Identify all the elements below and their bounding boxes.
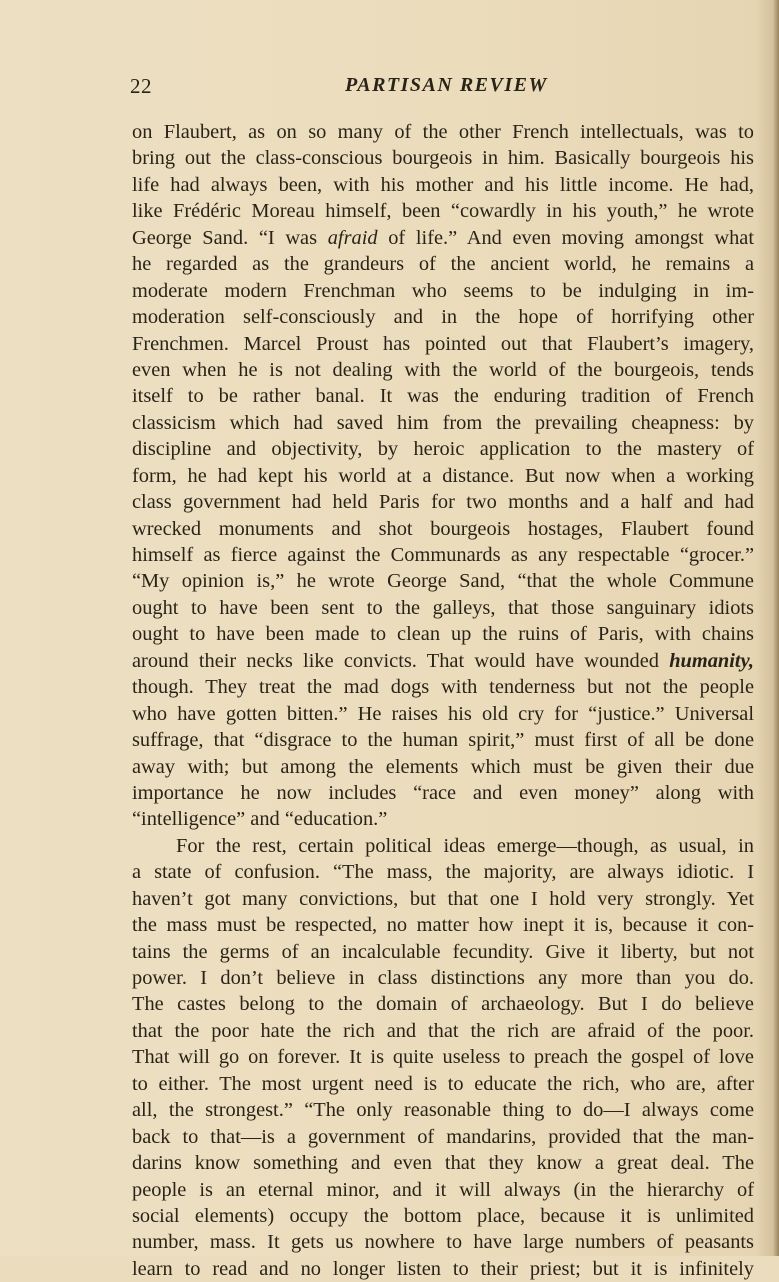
line-text: wrecked monuments and shot bourgeois hostages, Flaubert found bbox=[132, 517, 754, 540]
line-text: ought to have been made to clean up the ruins of Paris, with chains bbox=[132, 623, 754, 646]
text-line bbox=[132, 1229, 754, 1255]
text-line bbox=[132, 198, 754, 224]
line-text: moderate modern Frenchman who seems to be indulging in im- bbox=[132, 279, 754, 302]
line-text: That will go on forever. It is quite useless to preach the gospel of love bbox=[132, 1046, 754, 1069]
italic-word: afraid bbox=[327, 226, 378, 249]
text-line bbox=[132, 1018, 754, 1044]
text-line bbox=[132, 991, 754, 1017]
text-line bbox=[132, 806, 754, 832]
line-text: itself to be rather banal. It was the enduring tradition of French bbox=[132, 385, 754, 408]
page-number: 22 bbox=[130, 74, 152, 98]
line-text: social elements) occupy the bottom place, because it is unlimited bbox=[132, 1204, 754, 1227]
body-text bbox=[132, 119, 754, 1282]
text-line bbox=[132, 621, 754, 647]
line-text: ought to have been sent to the galleys, that those sanguinary idiots bbox=[132, 596, 754, 619]
text-line bbox=[132, 595, 754, 621]
text-line bbox=[132, 463, 754, 489]
text-line bbox=[132, 939, 754, 965]
text-line bbox=[132, 410, 754, 436]
line-text: like Frédéric Moreau himself, been “cowardly in his youth,” he wrote bbox=[132, 200, 754, 223]
line-text: moderation self-consciously and in the hope of horrifying other bbox=[132, 306, 754, 329]
line-text-before: around their necks like convicts. That would have wounded bbox=[132, 649, 670, 672]
line-text: The castes belong to the domain of archaeology. But I do believe bbox=[132, 993, 754, 1016]
text-line bbox=[132, 701, 754, 727]
text-line bbox=[132, 251, 754, 277]
line-text: back to that—is a government of mandarins, provided that the man- bbox=[132, 1125, 754, 1148]
line-text: “intelligence” and “education.” bbox=[132, 808, 388, 831]
line-text: form, he had kept his world at a distance. But now when a working bbox=[132, 464, 754, 487]
text-line bbox=[132, 674, 754, 700]
line-text: darins know something and even that they know a great deal. The bbox=[132, 1152, 754, 1175]
line-text: though. They treat the mad dogs with tenderness but not the people bbox=[132, 676, 754, 699]
text-line bbox=[132, 965, 754, 991]
line-text: the mass must be respected, no matter how inept it is, because it con- bbox=[132, 914, 754, 937]
line-text: classicism which had saved him from the prevailing cheapness: by bbox=[132, 411, 754, 434]
line-text-after: of life.” And even moving amongst what bbox=[377, 226, 754, 249]
line-text: learn to read and no longer listen to their priest; but it is infinitely bbox=[132, 1257, 754, 1280]
text-line bbox=[132, 886, 754, 912]
text-line bbox=[132, 859, 754, 885]
line-text: “My opinion is,” he wrote George Sand, “that the whole Commune bbox=[132, 570, 754, 593]
text-line bbox=[132, 331, 754, 357]
text-line bbox=[132, 542, 754, 568]
text-line bbox=[132, 727, 754, 753]
text-line bbox=[132, 1044, 754, 1070]
line-text: a state of confusion. “The mass, the majority, are always idiotic. I bbox=[132, 861, 754, 884]
text-line bbox=[132, 278, 754, 304]
journal-title: PARTISAN REVIEW bbox=[345, 74, 548, 96]
line-text: to either. The most urgent need is to educate the rich, who are, after bbox=[132, 1072, 754, 1095]
line-text: suffrage, that “disgrace to the human spirit,” must first of all be done bbox=[132, 729, 754, 752]
text-line bbox=[132, 780, 754, 806]
italic-bold-word: humanity, bbox=[669, 649, 754, 672]
text-line bbox=[132, 172, 754, 198]
line-text: number, mass. It gets us nowhere to have large numbers of peasants bbox=[132, 1231, 754, 1254]
line-text: discipline and objectivity, by heroic application to the mastery of bbox=[132, 438, 754, 461]
text-line bbox=[132, 1150, 754, 1176]
text-line bbox=[132, 145, 754, 171]
line-text: all, the strongest.” “The only reasonable thing to do—I always come bbox=[132, 1099, 754, 1122]
line-text: that the poor hate the rich and that the rich are afraid of the poor. bbox=[132, 1019, 754, 1042]
text-line bbox=[132, 436, 754, 462]
text-line bbox=[132, 516, 754, 542]
line-text: power. I don’t believe in class distinctions any more than you do. bbox=[132, 967, 754, 989]
line-text: even when he is not dealing with the world of the bourgeois, tends bbox=[132, 358, 754, 381]
line-text: life had always been, with his mother and his little income. He had, bbox=[132, 173, 754, 196]
line-text: tains the germs of an incalculable fecundity. Give it liberty, but not bbox=[132, 940, 754, 963]
line-text: he regarded as the grandeurs of the ancient world, he remains a bbox=[132, 253, 754, 276]
line-text: Frenchmen. Marcel Proust has pointed out that Flaubert’s imagery, bbox=[132, 332, 754, 355]
text-line bbox=[132, 833, 754, 859]
text-line bbox=[132, 1256, 754, 1282]
text-line bbox=[132, 304, 754, 330]
line-text: himself as fierce against the Communards as any respectable “grocer.” bbox=[132, 544, 754, 566]
text-line bbox=[132, 383, 754, 409]
text-line bbox=[132, 1124, 754, 1150]
text-line bbox=[132, 1097, 754, 1123]
line-text: importance he now includes “race and even money” along with bbox=[132, 781, 754, 804]
text-line bbox=[132, 357, 754, 383]
line-text: on Flaubert, as on so many of the other French intellectuals, was to bbox=[132, 121, 754, 143]
text-line bbox=[132, 568, 754, 594]
text-line bbox=[132, 1203, 754, 1229]
text-line bbox=[132, 754, 754, 780]
line-text: who have gotten bitten.” He raises his old cry for “justice.” Universal bbox=[132, 702, 754, 725]
text-line bbox=[132, 119, 754, 145]
text-line bbox=[132, 489, 754, 515]
line-text: haven’t got many convictions, but that one I hold very strongly. Yet bbox=[132, 887, 754, 910]
text-line bbox=[132, 1177, 754, 1203]
text-line bbox=[132, 912, 754, 938]
line-text: away with; but among the elements which must be given their due bbox=[132, 755, 754, 778]
line-text-before: George Sand. “I was bbox=[132, 226, 328, 249]
line-text: people is an eternal minor, and it will always (in the hierarchy of bbox=[132, 1178, 754, 1201]
running-head bbox=[130, 74, 753, 104]
line-text: For the rest, certain political ideas emerge—though, as usual, in bbox=[176, 834, 754, 857]
text-line bbox=[132, 648, 754, 674]
line-text: bring out the class-conscious bourgeois in him. Basically bourgeois his bbox=[132, 147, 754, 170]
text-line bbox=[132, 225, 754, 251]
line-text: class government had held Paris for two months and a half and had bbox=[132, 491, 754, 514]
text-line bbox=[132, 1071, 754, 1097]
